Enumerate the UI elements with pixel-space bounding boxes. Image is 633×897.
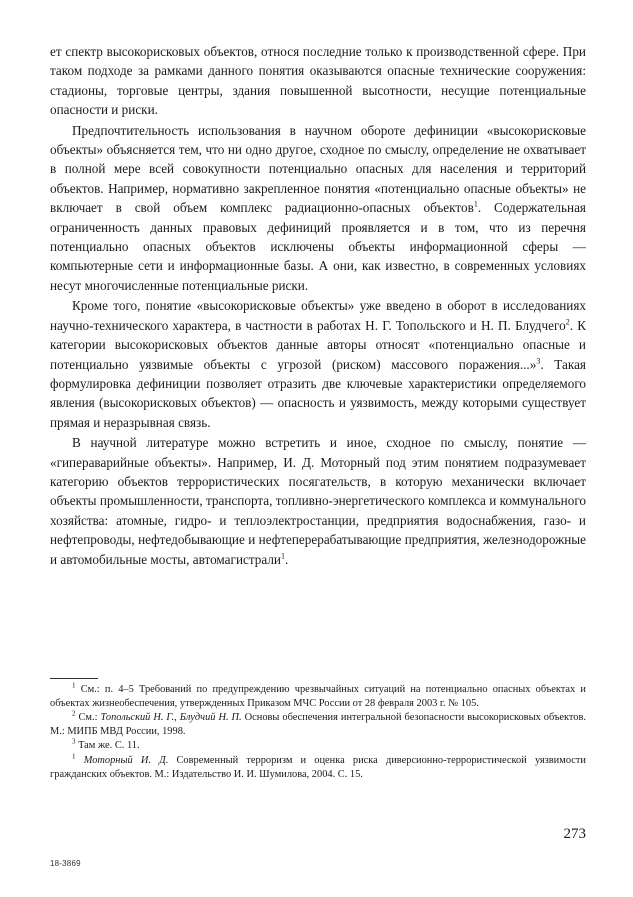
footnote-ref: 3: [72, 737, 76, 746]
text-run: См.:: [75, 712, 101, 724]
text-run: Там же. С. 11.: [75, 740, 140, 752]
footnote-separator: [50, 678, 98, 679]
text-run: ет спектр высокорисковых объектов, относя последние только к производственной сфере. При таком подходе за рамками данного понятия оказываются опасные технические сооружения: стадионы, торговые центры, здания повышенной высотности, несущие потенциальные опасности и риски.: [50, 44, 586, 118]
page-number: 273: [563, 826, 586, 842]
text-run: В научной литературе можно встретить и иное, сходное по смыслу, понятие — «гипераварийные объекты». Например, И. Д. Моторный под этим понятием подразумевает категорию объектов террористических посягательств, в которую механически включает объекты промышленности, транспорта, топливно-энергетического комплекса и коммунального хозяйства: атомные, гидро- и теплоэлектростанции, предприятия водоснабжения, газо- и нефтепроводы, нефтедобывающие и нефтеперерабатывающие предприятия, железнодорожные и автомобильные мосты, автомагистрали: [50, 435, 586, 567]
text-run: См.: п. 4–5 Требований по предупреждению чрезвычайных ситуаций на потенциально опасных объектах и объектах жизнеобеспечения, утвержденных Приказом МЧС России от 28 февраля 2003 г. № 105.: [50, 684, 586, 709]
text-run: . Такая формулировка дефиниции позволяет отразить две ключевые характеристики определяемого явления (высокорисковых объектов) — опасность и уязвимость, между которыми существует прямая и неразрывная связь.: [50, 356, 586, 430]
paragraph: [50, 42, 586, 120]
author-name: Топольский Н. Г., Блудчий Н. П.: [100, 712, 242, 724]
footnote: [50, 754, 586, 781]
footnote-ref: 2: [565, 317, 570, 327]
paragraph: [50, 121, 586, 296]
footnote-ref: 3: [536, 356, 541, 366]
text-run: . К категории высокорисковых объектов данные авторы относят «потенциально опасные и потенциально уязвимые объекты с угрозой (риском) массового поражения...»: [50, 317, 587, 372]
footnote-ref: 1: [473, 199, 478, 209]
text-run: Современный терроризм и оценка риска диверсионно-террористической уязвимости гражданских объектов. М.: Издательство И. И. Шумилова, 2004. С. 15.: [50, 754, 586, 780]
footnotes: [50, 683, 586, 781]
author-name: Моторный И. Д.: [83, 754, 169, 766]
footnote-ref: 1: [72, 752, 76, 761]
paragraph: [50, 433, 586, 569]
text-run: Предпочтительность использования в научном обороте дефиниции «высокорисковые объекты» объясняется тем, что ни одно другое, сходное по смыслу, определение не охватывает в полной мере всей совокупности потенциально опасных для населения и территорий объектов. Например, нормативно закрепленное понятия «потенциально опасные объекты» не включает в свой объем комплекс радиационно-опасных объектов: [50, 122, 586, 216]
text-run: [76, 755, 84, 766]
text-run: .: [284, 551, 289, 567]
footnote-ref: 1: [280, 551, 285, 561]
footnote: [50, 711, 586, 738]
footnote: [50, 739, 586, 753]
footnote-ref: 1: [72, 681, 76, 690]
text-run: Основы обеспечения интегральной безопасности высокорисковых объектов. М.: МИПБ МВД России, 1998.: [50, 712, 586, 737]
footnote-ref: 2: [72, 709, 76, 718]
footnote: [50, 683, 586, 710]
paragraph: [50, 296, 586, 432]
printer-signature: 18-3869: [50, 859, 81, 868]
body-text: [50, 42, 586, 569]
text-run: Кроме того, понятие «высокорисковые объекты» уже введено в оборот в исследованиях научно-технического характера, в частности в работах Н. Г. Топольского и Н. П. Блудчего: [50, 298, 586, 333]
text-run: . Содержательная ограниченность данных правовых дефиниций проявляется и в том, что из перечня потенциально опасных объектов исключены объекты информационной сферы — компьютерные сети и информационные базы. А они, как известно, в современных условиях несут многочисленные потенциальные риски.: [50, 200, 586, 293]
